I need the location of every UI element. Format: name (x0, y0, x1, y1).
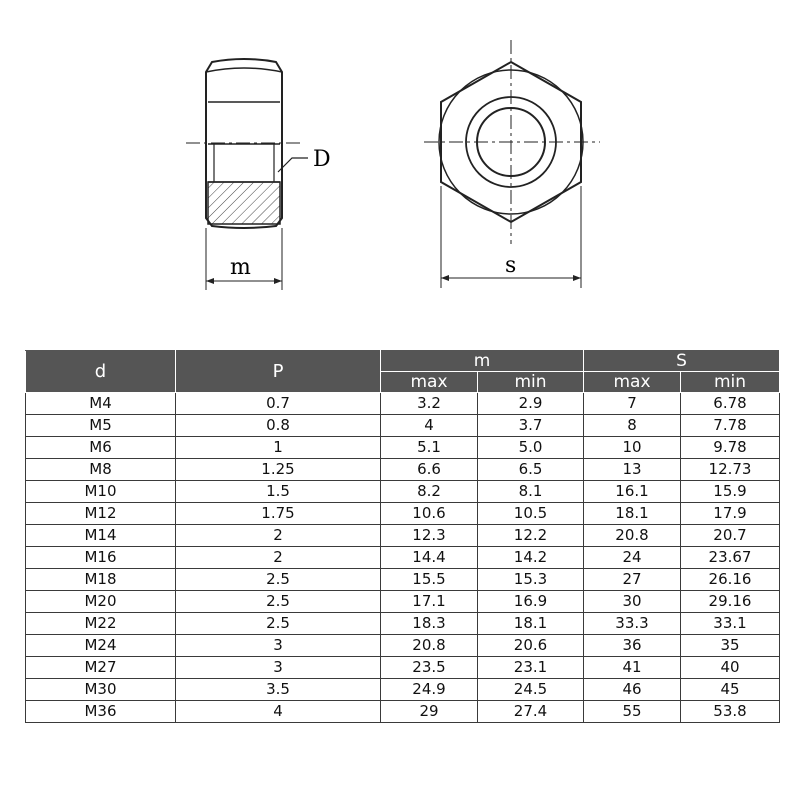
table-row (26, 481, 780, 503)
m-max-cell: 6.6 (381, 459, 478, 481)
m-max-cell: 23.5 (381, 657, 478, 679)
s-max-cell: 36 (584, 635, 681, 657)
s-min-cell: 26.16 (681, 569, 780, 591)
table-body (26, 393, 780, 723)
p-cell: 1.5 (176, 481, 381, 503)
s-max-cell: 18.1 (584, 503, 681, 525)
m-max-cell: 20.8 (381, 635, 478, 657)
m-max-cell: 8.2 (381, 481, 478, 503)
m-max-cell: 17.1 (381, 591, 478, 613)
p-cell: 1.25 (176, 459, 381, 481)
table-row (26, 657, 780, 679)
d-cell: M10 (26, 481, 176, 503)
d-cell: M6 (26, 437, 176, 459)
m-min-cell: 15.3 (478, 569, 584, 591)
header-m-min: min (478, 372, 584, 393)
m-min-cell: 5.0 (478, 437, 584, 459)
m-min-cell: 2.9 (478, 393, 584, 415)
header-p: P (176, 351, 381, 393)
table-row (26, 393, 780, 415)
s-max-cell: 13 (584, 459, 681, 481)
p-cell: 0.8 (176, 415, 381, 437)
m-max-cell: 5.1 (381, 437, 478, 459)
s-min-cell: 40 (681, 657, 780, 679)
m-min-cell: 6.5 (478, 459, 584, 481)
table-row (26, 701, 780, 723)
p-cell: 4 (176, 701, 381, 723)
m-max-cell: 14.4 (381, 547, 478, 569)
d-cell: M22 (26, 613, 176, 635)
d-cell: M5 (26, 415, 176, 437)
table-row (26, 437, 780, 459)
header-s-max: max (584, 372, 681, 393)
s-max-cell: 8 (584, 415, 681, 437)
s-max-cell: 20.8 (584, 525, 681, 547)
s-min-cell: 17.9 (681, 503, 780, 525)
p-cell: 1.75 (176, 503, 381, 525)
m-min-cell: 20.6 (478, 635, 584, 657)
m-max-cell: 10.6 (381, 503, 478, 525)
s-max-cell: 27 (584, 569, 681, 591)
header-m: m (381, 351, 584, 372)
d-cell: M8 (26, 459, 176, 481)
p-cell: 3.5 (176, 679, 381, 701)
s-min-cell: 9.78 (681, 437, 780, 459)
m-min-cell: 10.5 (478, 503, 584, 525)
m-min-cell: 14.2 (478, 547, 584, 569)
d-cell: M18 (26, 569, 176, 591)
m-min-cell: 12.2 (478, 525, 584, 547)
m-max-cell: 15.5 (381, 569, 478, 591)
s-min-cell: 45 (681, 679, 780, 701)
header-m-max: max (381, 372, 478, 393)
nut-side-view (186, 40, 308, 290)
m-min-cell: 3.7 (478, 415, 584, 437)
table-row (26, 415, 780, 437)
m-min-cell: 23.1 (478, 657, 584, 679)
s-max-cell: 16.1 (584, 481, 681, 503)
d-cell: M27 (26, 657, 176, 679)
s-min-cell: 35 (681, 635, 780, 657)
p-cell: 3 (176, 657, 381, 679)
s-max-cell: 7 (584, 393, 681, 415)
s-min-cell: 15.9 (681, 481, 780, 503)
dimension-s-label: s (505, 253, 517, 278)
s-max-cell: 41 (584, 657, 681, 679)
d-cell: M4 (26, 393, 176, 415)
d-cell: M20 (26, 591, 176, 613)
p-cell: 2.5 (176, 591, 381, 613)
s-max-cell: 33.3 (584, 613, 681, 635)
dimension-d-label: D (313, 147, 331, 172)
m-max-cell: 3.2 (381, 393, 478, 415)
s-max-cell: 46 (584, 679, 681, 701)
s-min-cell: 6.78 (681, 393, 780, 415)
p-cell: 2.5 (176, 613, 381, 635)
d-cell: M14 (26, 525, 176, 547)
s-min-cell: 7.78 (681, 415, 780, 437)
s-min-cell: 12.73 (681, 459, 780, 481)
p-cell: 1 (176, 437, 381, 459)
s-max-cell: 55 (584, 701, 681, 723)
d-cell: M16 (26, 547, 176, 569)
table-row (26, 547, 780, 569)
table-row (26, 591, 780, 613)
header-s: S (584, 351, 780, 372)
hex-nut-drawing (0, 0, 800, 320)
s-min-cell: 33.1 (681, 613, 780, 635)
table-row (26, 569, 780, 591)
m-max-cell: 29 (381, 701, 478, 723)
table-row (26, 679, 780, 701)
header-s-min: min (681, 372, 780, 393)
s-min-cell: 29.16 (681, 591, 780, 613)
nut-front-view (424, 40, 600, 288)
p-cell: 2.5 (176, 569, 381, 591)
dimension-m-label: m (230, 255, 251, 280)
d-cell: M12 (26, 503, 176, 525)
p-cell: 0.7 (176, 393, 381, 415)
s-max-cell: 24 (584, 547, 681, 569)
s-max-cell: 30 (584, 591, 681, 613)
m-max-cell: 24.9 (381, 679, 478, 701)
m-min-cell: 16.9 (478, 591, 584, 613)
p-cell: 2 (176, 547, 381, 569)
m-min-cell: 8.1 (478, 481, 584, 503)
d-cell: M24 (26, 635, 176, 657)
m-max-cell: 18.3 (381, 613, 478, 635)
m-min-cell: 27.4 (478, 701, 584, 723)
s-min-cell: 23.67 (681, 547, 780, 569)
table-row (26, 503, 780, 525)
m-max-cell: 12.3 (381, 525, 478, 547)
table-row (26, 635, 780, 657)
nut-spec-table (25, 350, 780, 723)
d-cell: M36 (26, 701, 176, 723)
p-cell: 2 (176, 525, 381, 547)
table-row (26, 459, 780, 481)
table-row (26, 525, 780, 547)
m-max-cell: 4 (381, 415, 478, 437)
header-d: d (26, 351, 176, 393)
s-max-cell: 10 (584, 437, 681, 459)
s-min-cell: 20.7 (681, 525, 780, 547)
d-cell: M30 (26, 679, 176, 701)
p-cell: 3 (176, 635, 381, 657)
m-min-cell: 24.5 (478, 679, 584, 701)
m-min-cell: 18.1 (478, 613, 584, 635)
table-row (26, 613, 780, 635)
s-min-cell: 53.8 (681, 701, 780, 723)
